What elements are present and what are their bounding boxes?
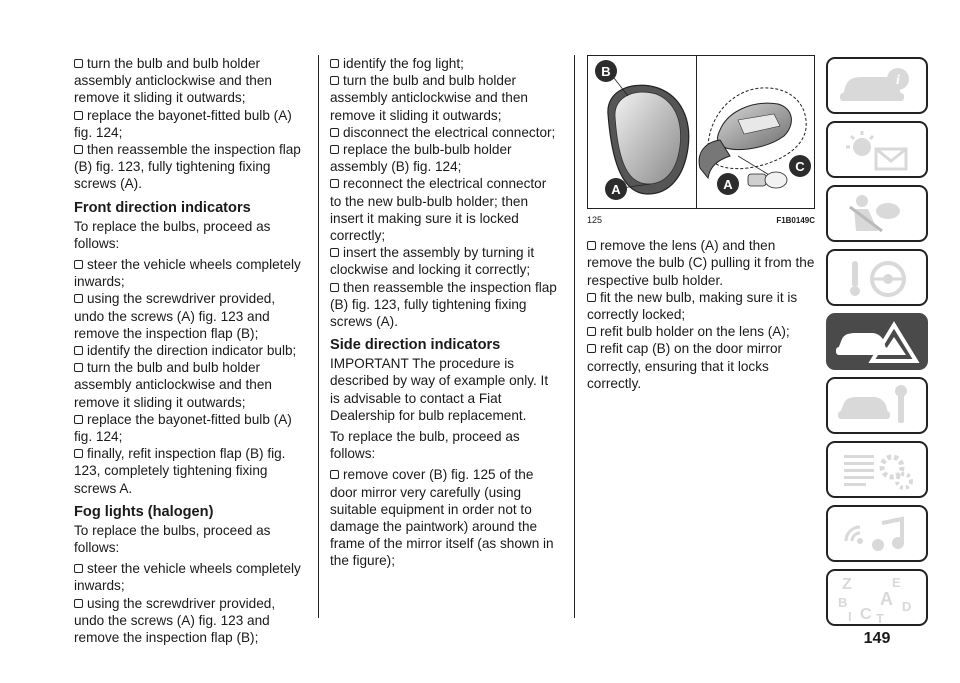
list-item: identify the direction indicator bulb;	[74, 342, 302, 359]
important-note: IMPORTANT The procedure is described by way of example only. It is advisable to contact a Fiat Dealership for bulb replacement.	[330, 356, 549, 423]
page-number: 149	[863, 630, 891, 647]
tab-multimedia[interactable]	[826, 505, 928, 562]
checkbox-bullet-icon	[587, 293, 596, 302]
fog-intro: To replace the bulbs, proceed as follows:	[74, 522, 271, 556]
chapter-tabs	[826, 57, 928, 633]
index-letters-icon	[832, 573, 922, 623]
figure-number: 125	[587, 215, 603, 225]
mirror-illustration	[588, 56, 814, 208]
list-item: insert the assembly by turning it clockwise and locking it correctly;	[330, 245, 535, 278]
tab-airbag-safety[interactable]	[826, 185, 928, 242]
checkbox-bullet-icon	[330, 283, 339, 292]
list-item: steer the vehicle wheels completely inwards;	[74, 257, 301, 290]
callout-a-left	[605, 178, 627, 200]
heading-front-direction-indicators: Front direction indicators	[74, 199, 251, 216]
list-item: then reassemble the inspection flap (B) fig. 123, fully tightening fixing screws (A).	[330, 279, 557, 330]
checkbox-bullet-icon	[74, 260, 83, 269]
list-item: steer the vehicle wheels completely inwards;	[74, 561, 301, 594]
col1-list-b	[74, 256, 302, 497]
callout-c	[789, 155, 811, 177]
car-info-icon	[832, 63, 922, 109]
car-tools-icon	[832, 383, 922, 429]
svg-text:B: B	[601, 64, 611, 79]
list-item: using the screwdriver provided, undo the screws (A) fig. 123 and remove the inspection flap (B);	[74, 595, 276, 646]
list-item: disconnect the electrical connector;	[330, 124, 560, 141]
column-3	[587, 55, 815, 392]
checkbox-bullet-icon	[330, 76, 339, 85]
breakdown-warning-icon	[832, 319, 922, 365]
column-divider	[318, 55, 319, 618]
tab-specs-gears[interactable]	[826, 441, 928, 498]
callout-a-right	[717, 173, 739, 195]
checkbox-bullet-icon	[74, 294, 83, 303]
checkbox-bullet-icon	[74, 346, 83, 355]
col1-list-c	[74, 560, 302, 646]
list-item: turn the bulb and bulb holder assembly anticlockwise and then remove it sliding it outwards;	[330, 73, 528, 123]
checkbox-bullet-icon	[330, 470, 339, 479]
checkbox-bullet-icon	[330, 179, 339, 188]
list-item: refit cap (B) on the door mirror correctly, ensuring that it locks correctly.	[587, 341, 783, 391]
tab-index[interactable]	[826, 569, 928, 626]
checkbox-bullet-icon	[74, 363, 83, 372]
list-item: remove the lens (A) and then remove the bulb (C) pulling it from the respective bulb holder.	[587, 238, 815, 288]
list-item: identify the fog light;	[330, 55, 560, 72]
side-intro: To replace the bulb, proceed as follows:	[330, 429, 520, 462]
figure-125	[587, 55, 815, 209]
checkbox-bullet-icon	[74, 564, 83, 573]
svg-text:D: D	[902, 598, 912, 614]
svg-text:E: E	[892, 574, 901, 590]
figure-code: F1B0149C	[776, 216, 815, 225]
checkbox-bullet-icon	[74, 111, 83, 120]
list-item: using the screwdriver provided, undo the screws (A) fig. 123 and remove the inspection flap (B);	[74, 291, 276, 341]
checkbox-bullet-icon	[330, 128, 339, 137]
tab-car-tools[interactable]	[826, 377, 928, 434]
col3-list	[587, 237, 815, 392]
mirror-glass-drawing	[608, 85, 689, 194]
list-item: refit bulb holder on the lens (A);	[587, 323, 815, 340]
svg-text:Z: Z	[842, 575, 852, 593]
checkbox-bullet-icon	[587, 327, 596, 336]
col2-list-a	[330, 55, 560, 330]
col1-list-a	[74, 55, 302, 193]
specs-gears-icon	[832, 447, 922, 493]
checkbox-bullet-icon	[74, 599, 83, 608]
column-1	[74, 55, 302, 646]
svg-text:C: C	[795, 159, 805, 174]
list-item: remove cover (B) fig. 125 of the door mirror very carefully (using suitable equipment in order not to damage the paintwork) around the frame of the mirror itself (as shown in the figure);	[330, 467, 554, 569]
checkbox-bullet-icon	[74, 415, 83, 424]
front-intro: To replace the bulbs, proceed as follows:	[74, 218, 271, 251]
figure-divider	[696, 56, 697, 208]
tab-breakdown[interactable]	[826, 313, 928, 370]
checkbox-bullet-icon	[587, 344, 596, 353]
checkbox-bullet-icon	[74, 145, 83, 154]
checkbox-bullet-icon	[74, 449, 83, 458]
svg-text:I: I	[848, 608, 852, 623]
col2-list-b	[330, 466, 560, 569]
checkbox-bullet-icon	[330, 248, 339, 257]
list-item: fit the new bulb, making sure it is correctly locked;	[587, 289, 798, 323]
figure-caption	[587, 212, 815, 229]
list-item: reconnect the electrical connector to the new bulb-bulb holder; then insert it making sure it is locked correctly;	[330, 176, 547, 244]
checkbox-bullet-icon	[74, 59, 83, 68]
list-item: turn the bulb and bulb holder assembly anticlockwise and then remove it sliding it outwards;	[74, 56, 272, 106]
svg-text:T: T	[876, 610, 884, 623]
heading-fog-lights: Fog lights (halogen)	[74, 503, 214, 520]
svg-text:A: A	[723, 177, 733, 192]
list-item: finally, refit inspection flap (B) fig. 123, completely tightening fixing screws A.	[74, 446, 286, 496]
list-item: then reassemble the inspection flap (B) fig. 123, fully tightening fixing screws (A).	[74, 142, 301, 192]
list-item: replace the bulb-bulb holder assembly (B) fig. 124;	[330, 142, 512, 175]
steering-key-icon	[832, 255, 922, 301]
tab-warning-lights[interactable]	[826, 121, 928, 178]
multimedia-icon	[832, 511, 922, 557]
list-item: replace the bayonet-fitted bulb (A) fig. 124;	[74, 107, 292, 140]
warning-lights-icon	[832, 127, 922, 173]
svg-text:i: i	[896, 72, 900, 88]
svg-text:C: C	[860, 605, 872, 623]
column-2	[330, 55, 560, 570]
list-item: replace the bayonet-fitted bulb (A) fig. 124;	[74, 411, 292, 445]
svg-text:A: A	[880, 588, 893, 609]
list-item: turn the bulb and bulb holder assembly anticlockwise and then remove it sliding it outwards;	[74, 360, 272, 410]
tab-steering-key[interactable]	[826, 249, 928, 306]
checkbox-bullet-icon	[330, 145, 339, 154]
svg-text:B: B	[838, 594, 848, 610]
checkbox-bullet-icon	[587, 241, 596, 250]
airbag-safety-icon	[832, 191, 922, 237]
checkbox-bullet-icon	[330, 59, 339, 68]
column-divider	[574, 55, 575, 618]
heading-side-direction-indicators: Side direction indicators	[330, 337, 501, 354]
svg-text:A: A	[611, 182, 621, 197]
tab-car-info[interactable]	[826, 57, 928, 114]
bulb-drawing	[748, 172, 787, 188]
